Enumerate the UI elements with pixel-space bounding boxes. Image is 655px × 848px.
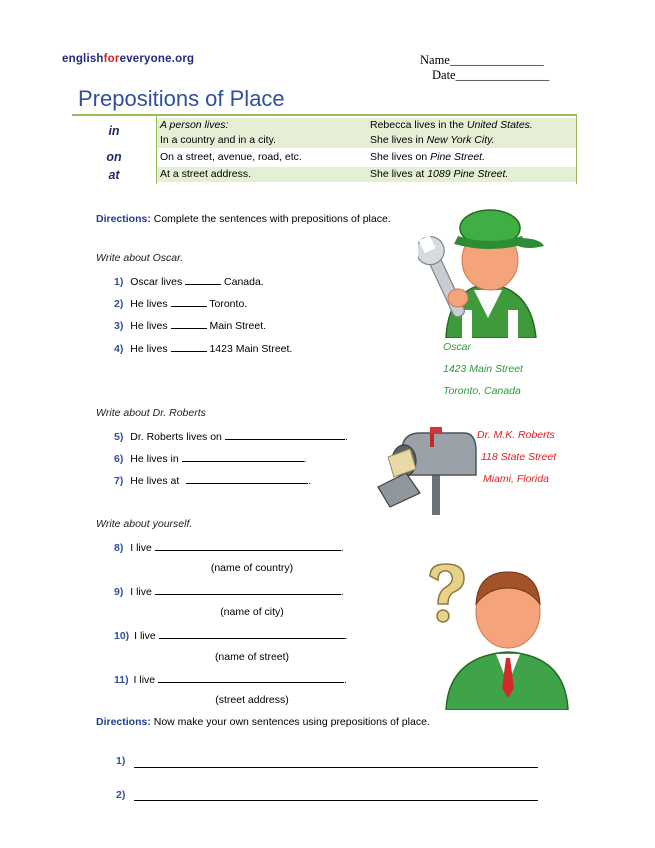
question-4: 4) He lives 1423 Main Street. (114, 343, 293, 355)
prep-on: on (106, 150, 122, 164)
caption-street: (name of street) (214, 651, 290, 663)
rule-on-desc: On a street, avenue, road, etc. (160, 151, 302, 163)
site-logo: englishforeveryone.org (62, 53, 195, 65)
table-divider-right (576, 116, 577, 184)
answer-blank[interactable] (159, 628, 345, 639)
answer-blank[interactable] (155, 584, 341, 595)
answer-blank[interactable] (158, 672, 344, 683)
rule-in-example-1: Rebecca lives in the United States. (370, 119, 533, 131)
question-8: 8) I live . (114, 542, 344, 554)
yourself-heading: Write about yourself. (96, 518, 193, 530)
own-sentence-2-number: 2) (116, 789, 126, 801)
question-5: 5) Dr. Roberts lives on . (114, 431, 348, 443)
question-3: 3) He lives Main Street. (114, 320, 267, 332)
question-10: 10) I live . (114, 630, 348, 642)
directions-2: Directions: Now make your own sentences using prepositions of place. (96, 716, 430, 728)
rule-at-desc: At a street address. (160, 168, 252, 180)
rule-on-example: She lives on Pine Street. (370, 151, 485, 163)
roberts-address-street: 118 State Street (481, 451, 557, 463)
caption-country: (name of country) (210, 562, 294, 574)
question-6: 6) He lives in . (114, 453, 307, 465)
name-field: Name_______________ (420, 53, 544, 67)
oscar-heading: Write about Oscar. (96, 252, 184, 264)
question-11: 11) I live . (114, 674, 347, 686)
roberts-address-name: Dr. M.K. Roberts (477, 429, 555, 441)
page-title: Prepositions of Place (78, 86, 285, 111)
directions-1: Directions: Complete the sentences with prepositions of place. (96, 213, 391, 225)
oscar-address-city: Toronto, Canada (443, 385, 521, 397)
mailbox-figure (372, 427, 482, 517)
prep-at: at (108, 168, 120, 182)
answer-blank[interactable] (171, 318, 207, 329)
mechanic-figure (418, 198, 558, 338)
own-sentence-1-line[interactable] (134, 766, 538, 768)
rule-in-desc-1: A person lives: (160, 119, 229, 131)
answer-blank[interactable] (186, 473, 308, 484)
answer-blank[interactable] (182, 451, 304, 462)
own-sentence-1-number: 1) (116, 755, 126, 767)
answer-blank[interactable] (171, 341, 207, 352)
roberts-heading: Write about Dr. Roberts (96, 407, 206, 419)
answer-blank[interactable] (225, 429, 345, 440)
oscar-address-name: Oscar (443, 341, 472, 353)
date-field: Date_______________ (432, 68, 550, 82)
rule-in-desc-2: In a country and in a city. (160, 134, 276, 146)
thinking-person-figure (416, 560, 576, 710)
rule-at-example: She lives at 1089 Pine Street. (370, 168, 509, 180)
question-9: 9) I live . (114, 586, 344, 598)
rule-in-example-2: She lives in New York City. (370, 134, 495, 146)
question-2: 2) He lives Toronto. (114, 298, 248, 310)
caption-city: (name of city) (220, 606, 284, 618)
answer-blank[interactable] (185, 274, 221, 285)
roberts-address-city: Miami, Florida (483, 473, 549, 485)
answer-blank[interactable] (155, 540, 341, 551)
oscar-address-street: 1423 Main Street (443, 363, 523, 375)
rules-table (72, 116, 577, 184)
prep-in: in (108, 124, 120, 138)
caption-address: (street address) (215, 694, 289, 706)
question-7: 7) He lives at . (114, 475, 312, 487)
question-1: 1) Oscar lives Canada. (114, 276, 264, 288)
own-sentence-2-line[interactable] (134, 799, 538, 801)
answer-blank[interactable] (171, 296, 207, 307)
